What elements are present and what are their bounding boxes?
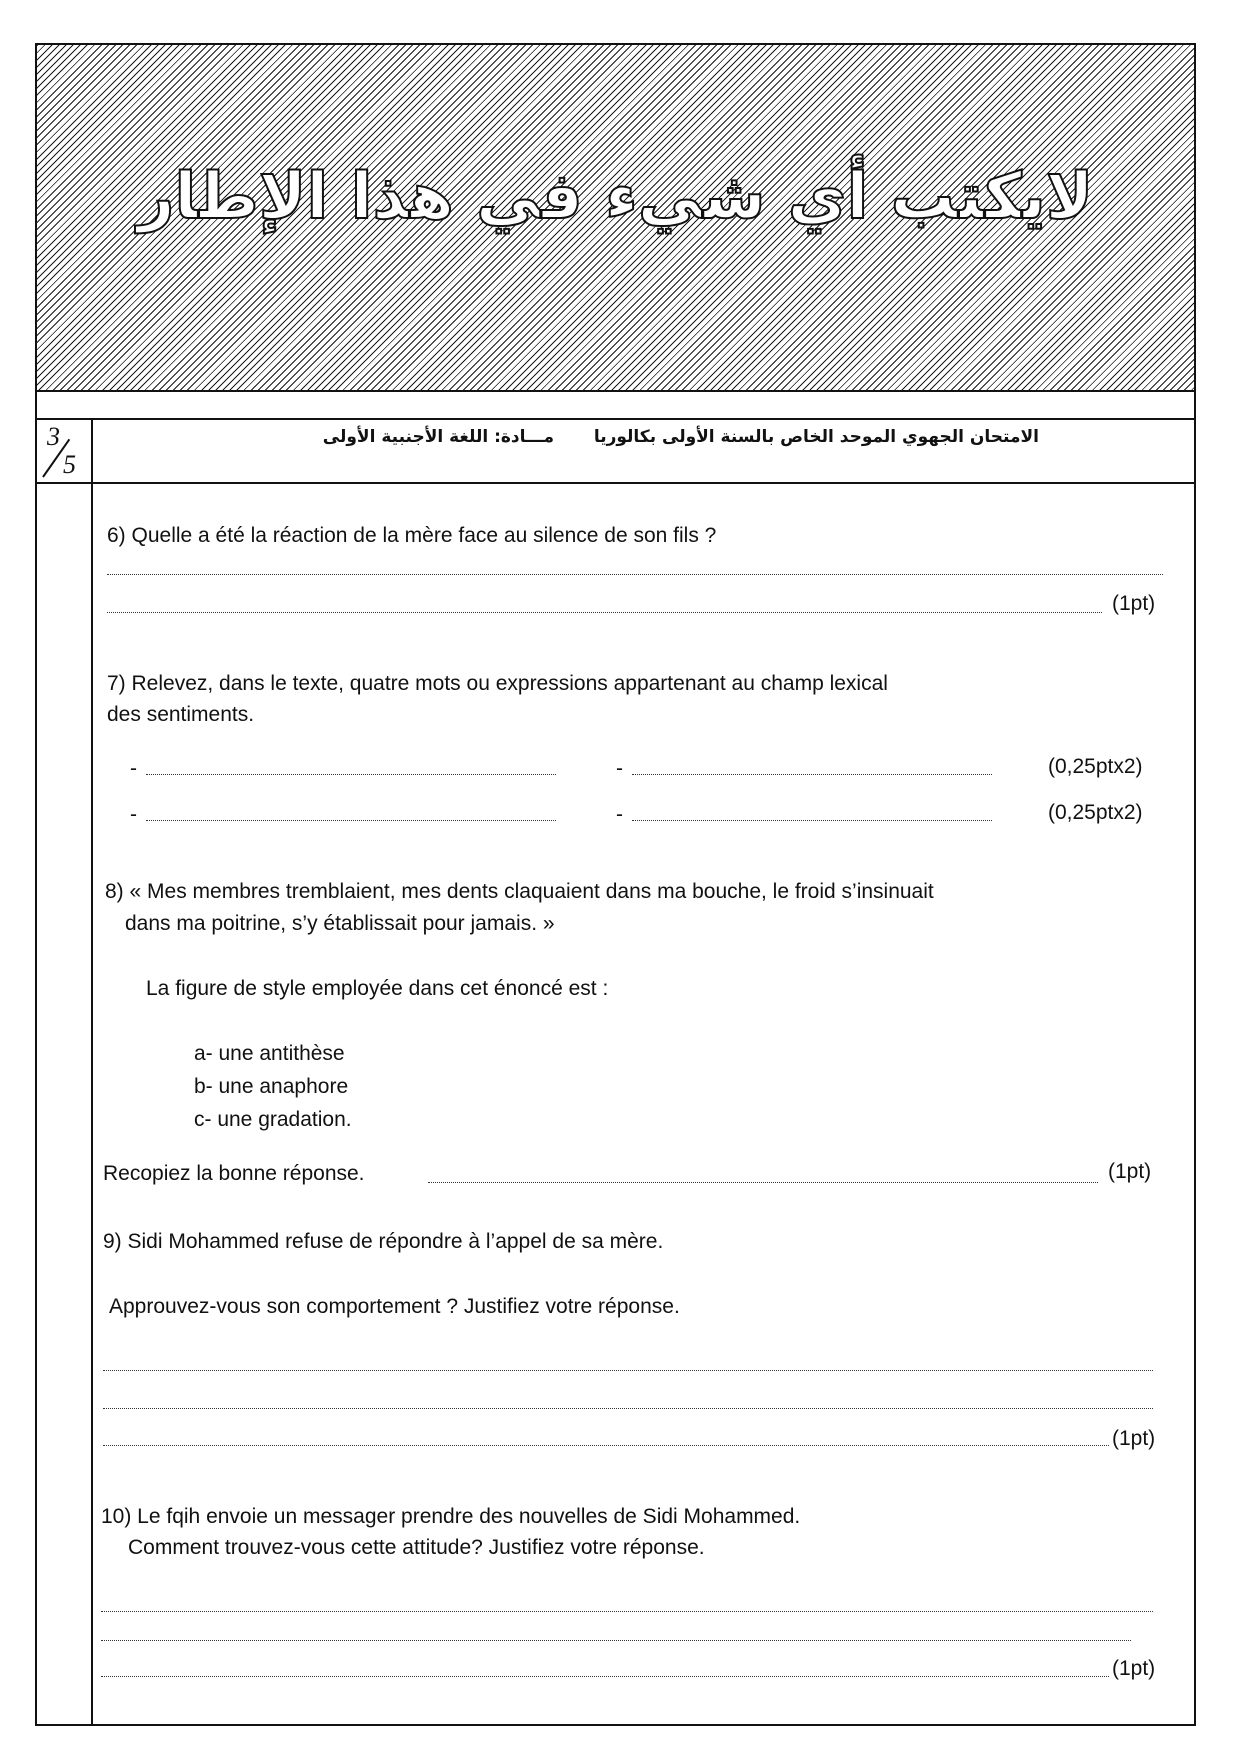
answer-line[interactable]	[428, 1182, 1098, 1183]
question-6-points: (1pt)	[1112, 592, 1156, 615]
answer-line[interactable]	[103, 1370, 1153, 1371]
bullet: -	[130, 757, 137, 780]
question-8-line2: dans ma poitrine, s’y établissait pour jamais. »	[125, 912, 555, 935]
question-8-line1: 8) « Mes membres tremblaient, mes dents claquaient dans ma bouche, le froid s’insinuait	[105, 880, 934, 903]
question-6: 6) Quelle a été la réaction de la mère face au silence de son fils ?	[107, 524, 717, 547]
answer-line[interactable]	[146, 820, 556, 821]
answer-line[interactable]	[632, 820, 992, 821]
page-number-total: 5	[63, 450, 76, 479]
option-a: a- une antithèse	[194, 1042, 345, 1065]
option-c: c- une gradation.	[194, 1108, 352, 1131]
answer-line[interactable]	[103, 1408, 1153, 1409]
question-9-points: (1pt)	[1112, 1427, 1156, 1450]
bullet: -	[130, 803, 137, 826]
exam-title: الامتحان الجهوي الموحد الخاص بالسنة الأولى بكالوريا	[593, 427, 1039, 447]
exam-subject: مـــادة: اللغة الأجنبية الأولى	[322, 427, 554, 447]
answer-line[interactable]	[632, 774, 992, 775]
question-7-points: (0,25ptx2)	[1048, 801, 1143, 824]
question-9-line1: 9) Sidi Mohammed refuse de répondre à l’appel de sa mère.	[103, 1230, 664, 1253]
answer-line[interactable]	[101, 1676, 1109, 1677]
question-7-line2: des sentiments.	[107, 703, 255, 726]
question-10-line1: 10) Le fqih envoie un messager prendre des nouvelles de Sidi Mohammed.	[101, 1505, 801, 1528]
do-not-write-banner: لايكتب أي شيء في هذا الإطار	[137, 160, 1094, 234]
answer-line[interactable]	[101, 1611, 1153, 1612]
page-number-current: 3	[47, 422, 60, 451]
question-8-instruction: Recopiez la bonne réponse.	[103, 1162, 365, 1185]
bullet: -	[616, 803, 623, 826]
option-b: b- une anaphore	[194, 1075, 349, 1098]
question-10-line2: Comment trouvez-vous cette attitude? Justifiez votre réponse.	[128, 1536, 705, 1559]
answer-line[interactable]	[101, 1640, 1131, 1641]
question-10-points: (1pt)	[1112, 1657, 1156, 1680]
answer-line[interactable]	[107, 612, 1102, 613]
question-9-line2: Approuvez-vous son comportement ? Justifiez votre réponse.	[109, 1295, 680, 1318]
answer-line[interactable]	[146, 774, 556, 775]
question-8-prompt: La figure de style employée dans cet énoncé est :	[146, 977, 609, 1000]
question-7-points: (0,25ptx2)	[1048, 755, 1143, 778]
answer-line[interactable]	[107, 574, 1163, 575]
answer-line[interactable]	[103, 1445, 1109, 1446]
question-8-points: (1pt)	[1108, 1160, 1152, 1183]
question-7-line1: 7) Relevez, dans le texte, quatre mots ou expressions appartenant au champ lexical	[107, 672, 888, 695]
bullet: -	[616, 757, 623, 780]
